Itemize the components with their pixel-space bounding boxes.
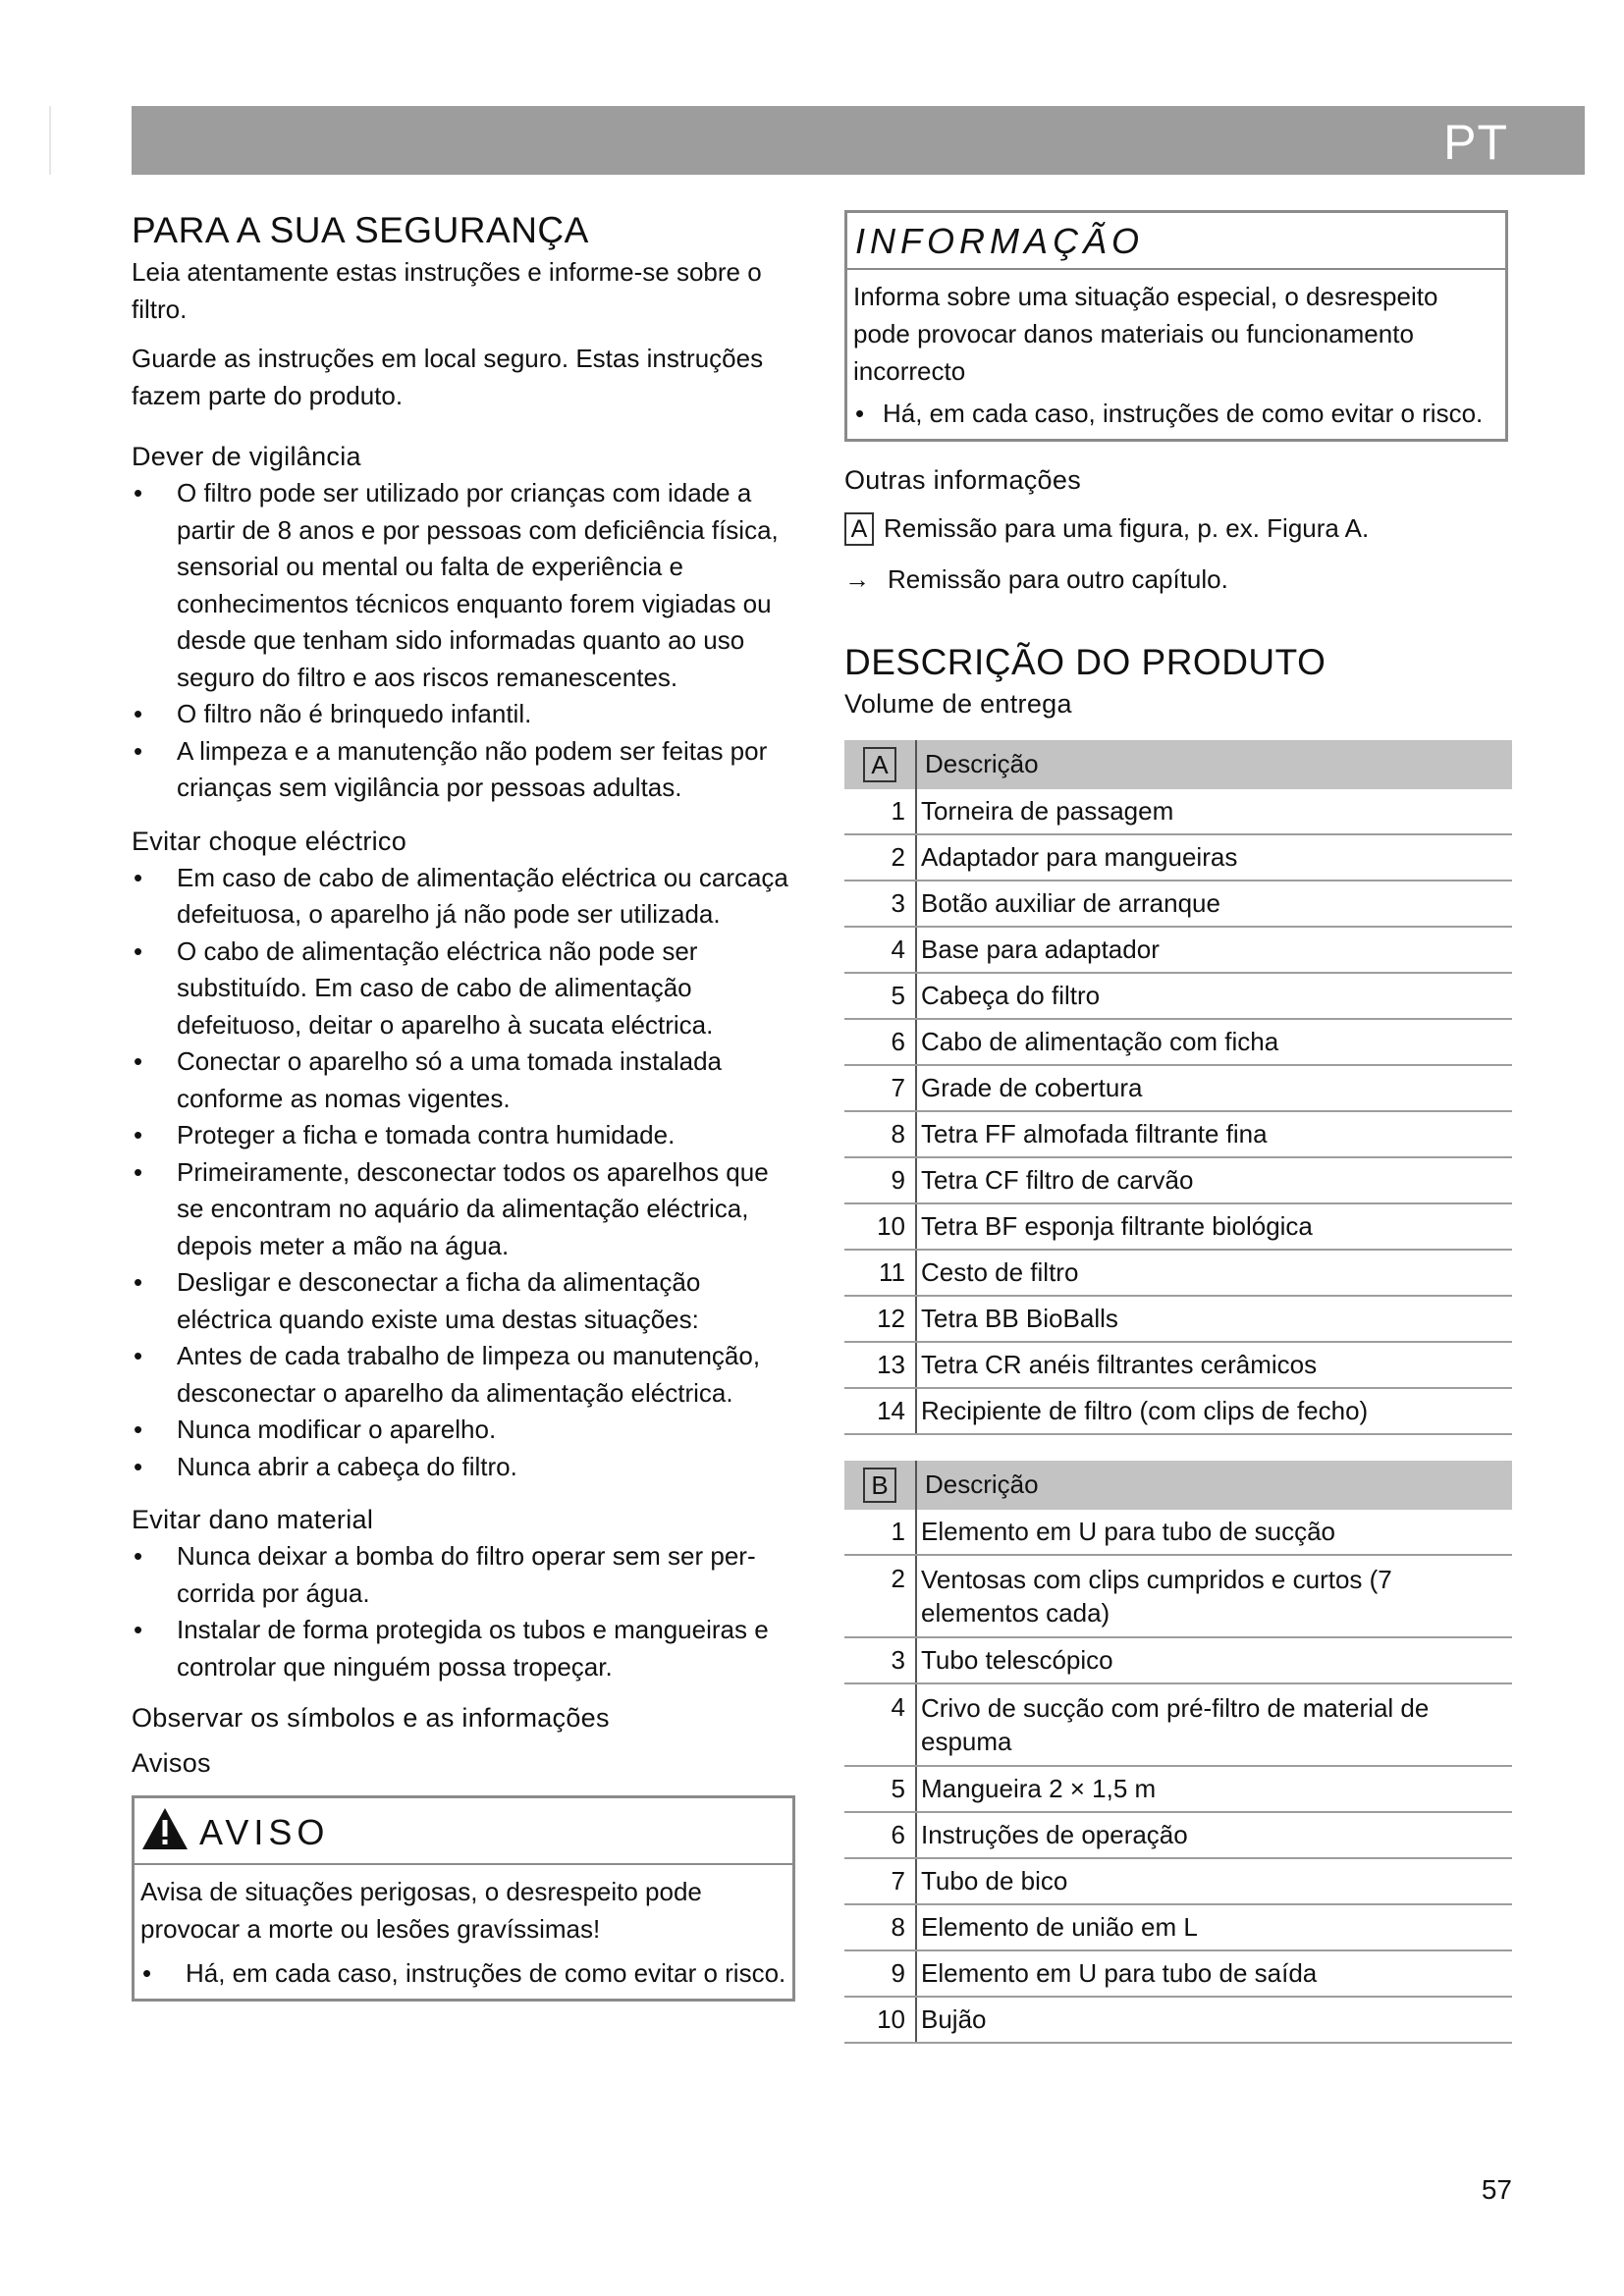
right-column xyxy=(844,210,1512,2044)
list-item: • O filtro não é brinquedo infantil. xyxy=(132,696,799,733)
row-text: Elemento em U para tubo de saída xyxy=(916,1950,1512,1997)
arrow-right-icon: → xyxy=(844,563,870,594)
warning-box xyxy=(132,1795,795,2002)
section-title-supervision: Dever de vigilância xyxy=(132,442,361,471)
intro-paragraph-1: Leia atentamente estas instruções e informe-se sobre o filtro. xyxy=(132,257,762,324)
row-text: Cabo de alimentação com ficha xyxy=(916,1019,1512,1065)
row-text: Tetra CR anéis filtrantes cerâmicos xyxy=(916,1342,1512,1388)
table-header-row xyxy=(844,740,1512,789)
left-column xyxy=(132,208,799,2002)
section-title-electric-shock: Evitar choque eléctrico xyxy=(132,826,407,856)
list-item: • Antes de cada trabalho de limpeza ou manutenção, desconectar o aparelho da alimentação eléctrica. xyxy=(132,1338,799,1412)
table-row xyxy=(844,973,1512,1019)
row-number: 11 xyxy=(844,1250,916,1296)
figure-box-icon: A xyxy=(844,512,874,546)
row-text: Ventosas com clips cumpridos e curtos (7 elementos cada) xyxy=(916,1555,1512,1637)
parts-table-a xyxy=(844,740,1512,1435)
table-row xyxy=(844,1157,1512,1203)
row-number: 3 xyxy=(844,1637,916,1683)
row-number: 3 xyxy=(844,881,916,927)
table-row xyxy=(844,927,1512,973)
list-item: • O filtro pode ser utilizado por crianças com idade a partir de 8 anos e por pessoas com deficiência física, sensorial ou mental ou falta de experiência e conhecimentos técnicos enquanto forem vigiadas ou desde que tenham sido informadas quanto ao uso seguro do filtro e aos riscos remanescentes. xyxy=(132,475,799,696)
table-row xyxy=(844,1342,1512,1388)
list-item: • O cabo de alimentação eléctrica não pode ser substituído. Em caso de cabo de alimentação defeituoso, deitar o aparelho à sucata eléctrica. xyxy=(132,934,799,1044)
row-text: Elemento em U para tubo de sucção xyxy=(916,1510,1512,1555)
list-item: • Primeiramente, desconectar todos os aparelhos que se encontram no aquário da alimentação eléctrica, depois meter a mão na água. xyxy=(132,1154,799,1265)
information-item: • Há, em cada caso, instruções de como evitar o risco. xyxy=(853,396,1499,433)
table-row xyxy=(844,1766,1512,1812)
section-title-material-damage: Evitar dano material xyxy=(132,1505,374,1534)
list-item: • Conectar o aparelho só a uma tomada instalada conforme as nomas vigentes. xyxy=(132,1043,799,1117)
row-text: Cabeça do filtro xyxy=(916,973,1512,1019)
table-row xyxy=(844,1019,1512,1065)
row-text: Elemento de união em L xyxy=(916,1904,1512,1950)
row-number: 5 xyxy=(844,973,916,1019)
row-text: Base para adaptador xyxy=(916,927,1512,973)
product-description-title: DESCRIÇÃO DO PRODUTO xyxy=(844,641,1326,682)
list-item: • Instalar de forma protegida os tubos e mangueiras e controlar que ninguém possa tropeçar. xyxy=(132,1612,799,1685)
table-row xyxy=(844,1812,1512,1858)
table-row xyxy=(844,1510,1512,1555)
table-row xyxy=(844,881,1512,927)
table-row xyxy=(844,834,1512,881)
material-damage-list xyxy=(132,1538,799,1685)
table-row xyxy=(844,1997,1512,2043)
warning-text: Avisa de situações perigosas, o desrespeito pode provocar a morte ou lesões gravíssimas! xyxy=(140,1877,702,1944)
other-info-title: Outras informações xyxy=(844,464,1081,495)
table-header-row xyxy=(844,1461,1512,1510)
figure-reference-text: Remissão para uma figura, p. ex. Figura A. xyxy=(884,512,1370,543)
table-header-description: Descrição xyxy=(916,1461,1512,1510)
row-text: Tubo telescópico xyxy=(916,1637,1512,1683)
intro-paragraph-2: Guarde as instruções em local seguro. Estas instruções fazem parte do produto. xyxy=(132,344,764,410)
row-number: 9 xyxy=(844,1157,916,1203)
table-row xyxy=(844,1250,1512,1296)
row-number: 1 xyxy=(844,789,916,834)
language-code: PT xyxy=(1443,115,1508,170)
figure-a-box-icon: A xyxy=(863,747,896,782)
row-text: Cesto de filtro xyxy=(916,1250,1512,1296)
list-item: • Proteger a ficha e tomada contra humidade. xyxy=(132,1117,799,1154)
warning-title: AVISO xyxy=(199,1812,330,1852)
table-row xyxy=(844,1388,1512,1434)
information-title: INFORMAÇÃO xyxy=(855,221,1145,261)
information-box xyxy=(844,210,1508,442)
table-row xyxy=(844,1203,1512,1250)
warning-box-header xyxy=(135,1798,792,1865)
table-row xyxy=(844,1683,1512,1766)
row-text: Tetra FF almofada filtrante fina xyxy=(916,1111,1512,1157)
row-number: 13 xyxy=(844,1342,916,1388)
row-number: 4 xyxy=(844,927,916,973)
table-row xyxy=(844,1111,1512,1157)
row-text: Tetra BF esponja filtrante biológica xyxy=(916,1203,1512,1250)
row-number: 10 xyxy=(844,1997,916,2043)
row-number: 8 xyxy=(844,1904,916,1950)
row-text: Instruções de operação xyxy=(916,1812,1512,1858)
row-number: 10 xyxy=(844,1203,916,1250)
delivery-scope-title: Volume de entrega xyxy=(844,688,1072,719)
information-box-header xyxy=(847,213,1505,270)
information-text: Informa sobre uma situação especial, o desrespeito pode provocar danos materiais ou funcionamento incorrecto xyxy=(853,282,1438,386)
row-number: 9 xyxy=(844,1950,916,1997)
warning-item: • Há, em cada caso, instruções de como evitar o risco. xyxy=(140,1955,786,1993)
row-text: Recipiente de filtro (com clips de fecho) xyxy=(916,1388,1512,1434)
row-number: 7 xyxy=(844,1858,916,1904)
table-row xyxy=(844,1950,1512,1997)
warnings-subtitle: Avisos xyxy=(132,1748,211,1778)
row-text: Crivo de sucção com pré-filtro de material de espuma xyxy=(916,1683,1512,1766)
row-text: Grade de cobertura xyxy=(916,1065,1512,1111)
row-number: 14 xyxy=(844,1388,916,1434)
list-item: • Desligar e desconectar a ficha da alimentação eléctrica quando existe uma destas situações: xyxy=(132,1264,799,1338)
list-item: • Em caso de cabo de alimentação eléctrica ou carcaça defeituosa, o aparelho já não pode ser utilizada. xyxy=(132,860,799,934)
table-row xyxy=(844,1555,1512,1637)
safety-title: PARA A SUA SEGURANÇA xyxy=(132,210,589,250)
row-number: 2 xyxy=(844,834,916,881)
electric-shock-list xyxy=(132,860,799,1486)
figure-b-box-icon: B xyxy=(863,1468,896,1503)
row-number: 5 xyxy=(844,1766,916,1812)
list-item: • A limpeza e a manutenção não podem ser feitas por crianças sem vigilância por pessoas adultas. xyxy=(132,733,799,807)
margin-rule xyxy=(49,106,51,175)
table-row xyxy=(844,789,1512,834)
row-number: 1 xyxy=(844,1510,916,1555)
row-text: Adaptador para mangueiras xyxy=(916,834,1512,881)
row-number: 7 xyxy=(844,1065,916,1111)
row-number: 12 xyxy=(844,1296,916,1342)
row-number: 2 xyxy=(844,1555,916,1637)
table-row xyxy=(844,1637,1512,1683)
table-row xyxy=(844,1858,1512,1904)
row-text: Botão auxiliar de arranque xyxy=(916,881,1512,927)
row-number: 6 xyxy=(844,1812,916,1858)
page-number: 57 xyxy=(1481,2174,1512,2205)
figure-reference-line xyxy=(844,503,1512,554)
row-text: Torneira de passagem xyxy=(916,789,1512,834)
table-header-description: Descrição xyxy=(916,740,1512,789)
table-row xyxy=(844,1065,1512,1111)
parts-table-b xyxy=(844,1461,1512,2044)
language-header-bar xyxy=(132,106,1585,175)
table-row xyxy=(844,1296,1512,1342)
row-text: Tubo de bico xyxy=(916,1858,1512,1904)
list-item: • Nunca deixar a bomba do filtro operar sem ser per-corrida por água. xyxy=(132,1538,799,1612)
row-number: 4 xyxy=(844,1683,916,1766)
list-item: • Nunca abrir a cabeça do filtro. xyxy=(132,1449,799,1486)
chapter-reference-line xyxy=(844,554,1512,605)
chapter-reference-text: Remissão para outro capítulo. xyxy=(888,563,1228,594)
row-text: Mangueira 2 × 1,5 m xyxy=(916,1766,1512,1812)
supervision-list xyxy=(132,475,799,807)
list-item: • Nunca modificar o aparelho. xyxy=(132,1412,799,1449)
section-title-symbols: Observar os símbolos e as informações xyxy=(132,1703,610,1733)
warning-triangle-icon xyxy=(140,1806,189,1851)
row-text: Tetra BB BioBalls xyxy=(916,1296,1512,1342)
row-text: Bujão xyxy=(916,1997,1512,2043)
table-row xyxy=(844,1904,1512,1950)
row-number: 6 xyxy=(844,1019,916,1065)
row-text: Tetra CF filtro de carvão xyxy=(916,1157,1512,1203)
row-number: 8 xyxy=(844,1111,916,1157)
